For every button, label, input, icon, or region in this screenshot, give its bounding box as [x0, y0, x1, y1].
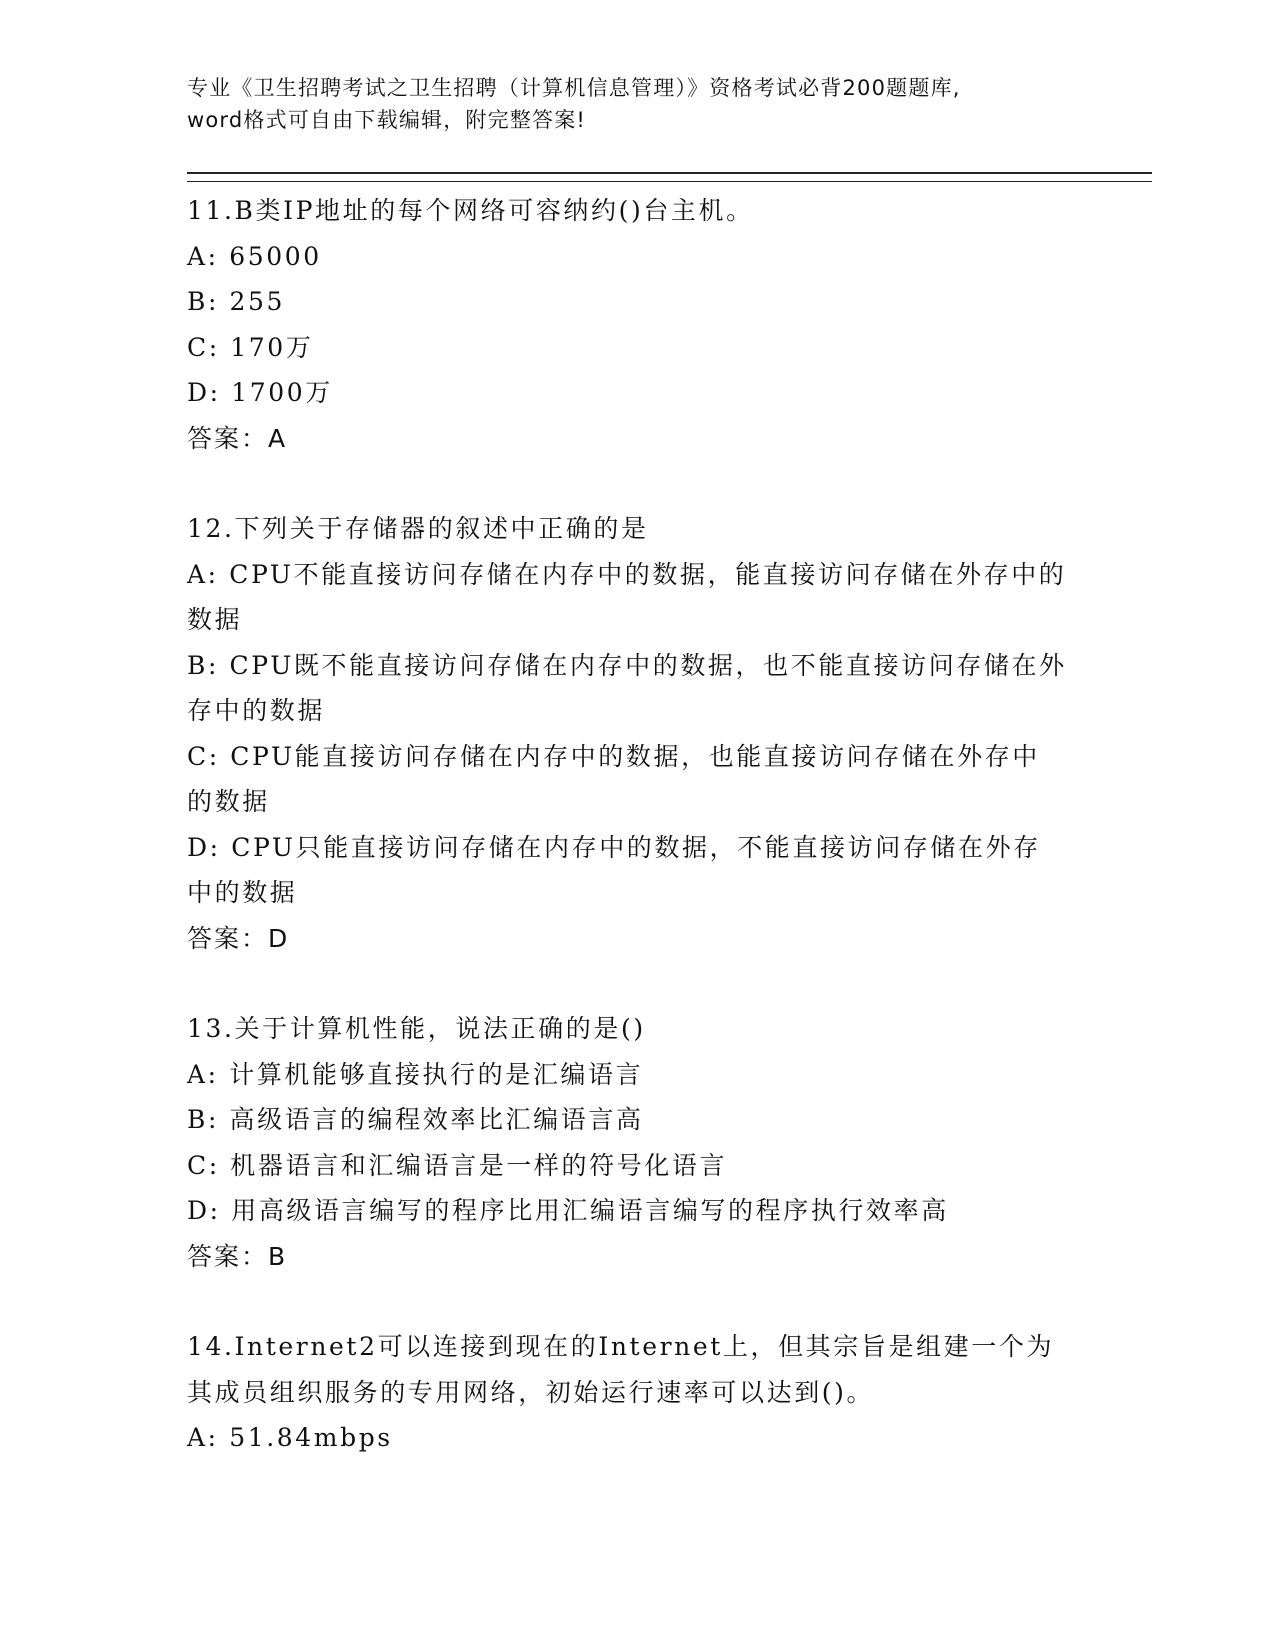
document-page — [187, 72, 1152, 1506]
question-12 — [187, 506, 1152, 961]
option-a: A: 计算机能够直接执行的是汇编语言 — [187, 1059, 644, 1089]
option-c: C: 机器语言和汇编语言是一样的符号化语言 — [187, 1150, 728, 1180]
option-b: B: 255 — [187, 287, 286, 316]
option-a: A: 51.84mbps — [187, 1423, 393, 1452]
question-list — [187, 188, 1152, 1461]
option-d: D: CPU只能直接访问存储在内存中的数据，不能直接访问存储在外存中的数据 — [187, 832, 1041, 907]
option-b: B: CPU既不能直接访问存储在内存中的数据，也不能直接访问存储在外存中的数据 — [187, 650, 1067, 725]
option-c: C: CPU能直接访问存储在内存中的数据，也能直接访问存储在外存中的数据 — [187, 741, 1040, 816]
header-double-rule — [187, 172, 1152, 182]
option-a: A: CPU不能直接访问存储在内存中的数据，能直接访问存储在外存中的数据 — [187, 559, 1067, 634]
option-d: D: 1700万 — [187, 378, 333, 407]
option-b: B: 高级语言的编程效率比汇编语言高 — [187, 1105, 644, 1134]
header-title-line: 专业《卫生招聘考试之卫生招聘（计算机信息管理）》资格考试必背200题题库, — [187, 76, 961, 100]
answer-label: 答案：A — [187, 423, 288, 453]
option-a: A: 65000 — [187, 241, 322, 271]
option-c: C: 170万 — [187, 332, 314, 362]
question-stem: 14.Internet2可以连接到现在的Internet上，但其宗旨是组建一个为其成员组织服务的专用网络，初始运行速率可以达到()。 — [187, 1332, 1055, 1407]
answer-label: 答案：B — [187, 1241, 288, 1271]
answer-label: 答案：D — [187, 923, 290, 953]
question-11 — [187, 188, 1152, 461]
question-stem: 11.B类IP地址的每个网络可容纳约()台主机。 — [187, 196, 754, 225]
question-13 — [187, 1006, 1152, 1279]
header-subtitle-line: word格式可自由下载编辑，附完整答案! — [187, 108, 587, 132]
question-stem: 12.下列关于存储器的叙述中正确的是 — [187, 514, 649, 543]
question-stem: 13.关于计算机性能，说法正确的是() — [187, 1014, 646, 1043]
option-d: D: 用高级语言编写的程序比用汇编语言编写的程序执行效率高 — [187, 1196, 949, 1225]
document-header — [187, 72, 1067, 136]
question-14 — [187, 1324, 1152, 1461]
